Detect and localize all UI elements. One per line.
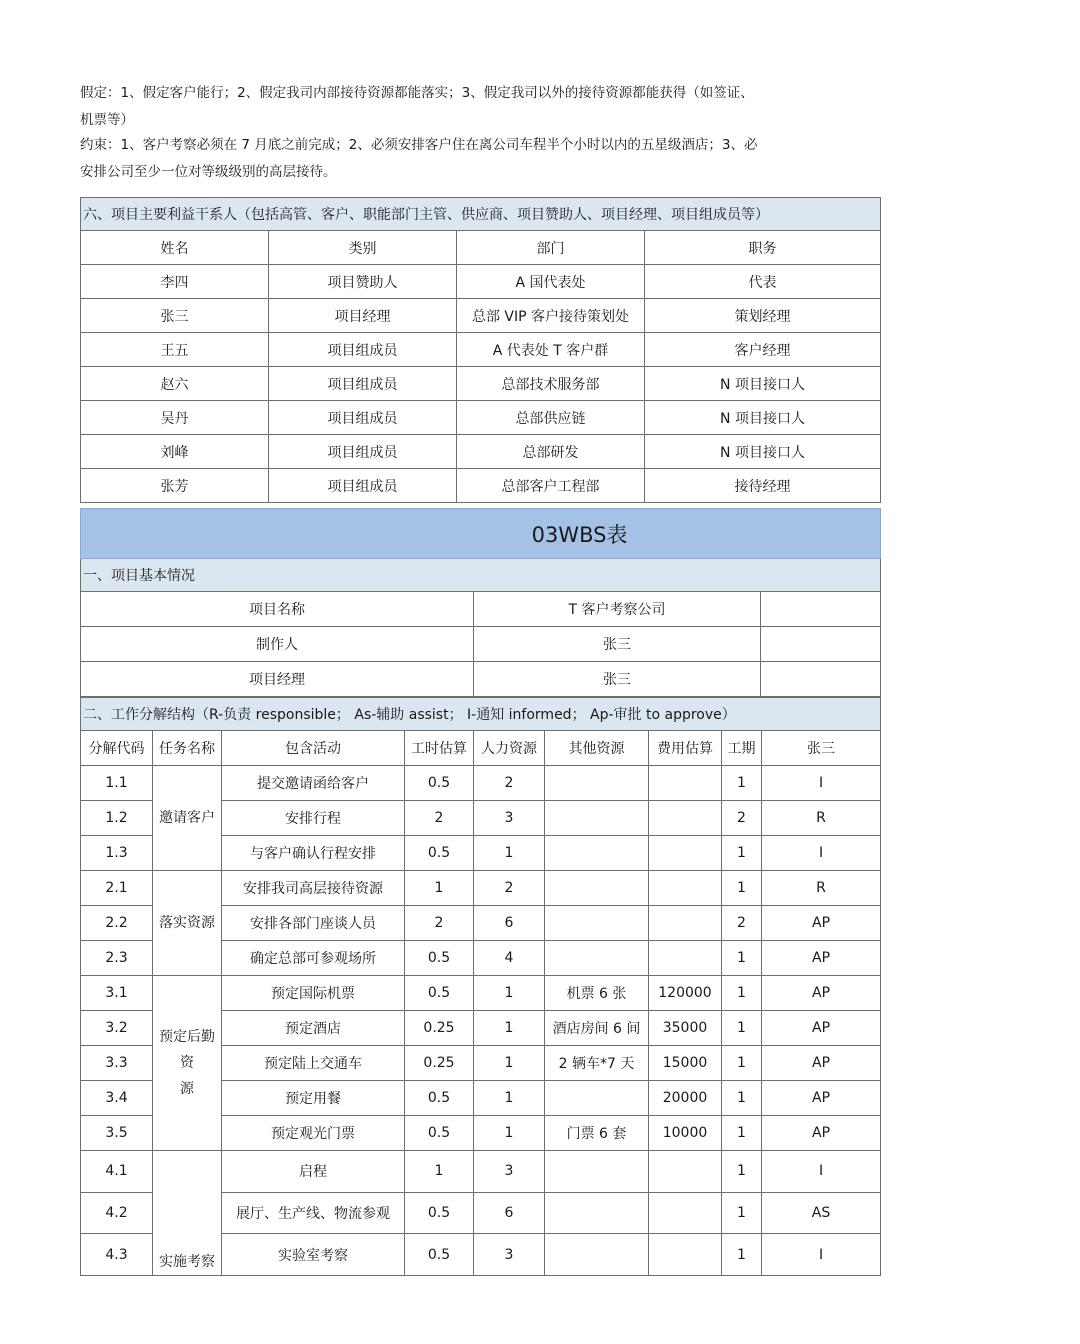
stakeholder-cell: 总部技术服务部: [457, 367, 645, 401]
document-page: [80, 80, 836, 1270]
stakeholder-cell: 总部 VIP 客户接待策划处: [457, 299, 645, 333]
wbs-cell: I: [762, 766, 881, 801]
stakeholder-cell: N 项目接口人: [645, 367, 881, 401]
wbs-cell: [649, 836, 722, 871]
wbs-cell: 2: [722, 906, 762, 941]
wbs-code-cell: 1.2: [81, 801, 153, 836]
wbs-cell: 展厅、生产线、物流参观: [222, 1192, 405, 1234]
wbs-cell: [545, 1081, 649, 1116]
stakeholder-cell: 张芳: [81, 469, 269, 503]
wbs-cell: [649, 871, 722, 906]
basic-info-value: 张三: [474, 627, 761, 662]
wbs-cell: [649, 941, 722, 976]
wbs-cell: AP: [762, 941, 881, 976]
wbs-task-name-line: 邀请客户: [159, 810, 215, 826]
wbs-cell: 安排我司高层接待资源: [222, 871, 405, 906]
stakeholder-section-row: [81, 198, 881, 231]
wbs-code-cell: 2.1: [81, 871, 153, 906]
wbs-cell: 1: [474, 1116, 545, 1151]
wbs-cell: 0.5: [405, 941, 474, 976]
wbs-cell: [649, 1192, 722, 1234]
wbs-cell: 0.5: [405, 1192, 474, 1234]
wbs-cell: 4: [474, 941, 545, 976]
stakeholder-row: [81, 333, 881, 367]
wbs-cell: 1: [722, 976, 762, 1011]
wbs-cell: 0.25: [405, 1011, 474, 1046]
stakeholder-cell: 赵六: [81, 367, 269, 401]
wbs-cell: 1: [474, 976, 545, 1011]
wbs-task-name-cell: [153, 871, 222, 976]
wbs-code-cell: 3.4: [81, 1081, 153, 1116]
stakeholder-header-row: [81, 231, 881, 265]
wbs-cell: 0.5: [405, 976, 474, 1011]
stakeholder-row: [81, 469, 881, 503]
wbs-cell: 预定酒店: [222, 1011, 405, 1046]
stakeholder-row: [81, 435, 881, 469]
stakeholder-header-cell: 部门: [457, 231, 645, 265]
wbs-cell: [545, 836, 649, 871]
stakeholder-cell: 项目赞助人: [269, 265, 457, 299]
wbs-task-name-line: 源: [180, 1081, 194, 1097]
stakeholder-header-cell: 职务: [645, 231, 881, 265]
wbs-cell: [649, 906, 722, 941]
wbs-code-cell: 4.3: [81, 1234, 153, 1276]
wbs-cell: 1: [405, 871, 474, 906]
basic-info-label: 项目名称: [81, 592, 474, 627]
wbs-cell: [649, 1234, 722, 1276]
wbs-row: [81, 976, 881, 1011]
wbs-cell: I: [762, 1151, 881, 1193]
wbs-cell: 0.5: [405, 836, 474, 871]
wbs-cell: AP: [762, 1081, 881, 1116]
basic-info-value: T 客户考察公司: [474, 592, 761, 627]
stakeholder-cell: 总部客户工程部: [457, 469, 645, 503]
basic-info-row: [81, 592, 881, 627]
wbs-cell: 6: [474, 1192, 545, 1234]
wbs-cell: 15000: [649, 1046, 722, 1081]
wbs-cell: [649, 801, 722, 836]
structure-section-title: 二、工作分解结构（R-负责 responsible； As-辅助 assist； I-通知 informed； Ap-审批 to approve）: [81, 698, 881, 731]
wbs-header-cell: 人力资源: [474, 731, 545, 766]
wbs-cell: 安排行程: [222, 801, 405, 836]
wbs-banner-row: [81, 509, 881, 559]
stakeholder-cell: 张三: [81, 299, 269, 333]
stakeholder-section-title: 六、项目主要利益干系人（包括高管、客户、职能部门主管、供应商、项目赞助人、项目经理、项目组成员等）: [81, 198, 881, 231]
wbs-code-cell: 3.1: [81, 976, 153, 1011]
stakeholder-cell: A 代表处 T 客户群: [457, 333, 645, 367]
wbs-cell: 预定用餐: [222, 1081, 405, 1116]
wbs-header-cell: 包含活动: [222, 731, 405, 766]
wbs-cell: 1: [722, 1234, 762, 1276]
stakeholder-cell: N 项目接口人: [645, 401, 881, 435]
basic-info-extra: [761, 592, 881, 627]
wbs-cell: 安排各部门座谈人员: [222, 906, 405, 941]
wbs-cell: 与客户确认行程安排: [222, 836, 405, 871]
wbs-cell: 确定总部可参观场所: [222, 941, 405, 976]
wbs-cell: 1: [722, 941, 762, 976]
wbs-task-name-line: 落实资源: [159, 915, 215, 931]
wbs-cell: [649, 766, 722, 801]
wbs-cell: 预定陆上交通车: [222, 1046, 405, 1081]
wbs-cell: 2: [474, 766, 545, 801]
wbs-row: [81, 766, 881, 801]
wbs-cell: 酒店房间 6 间: [545, 1011, 649, 1046]
basic-info-extra: [761, 662, 881, 697]
wbs-cell: 3: [474, 1151, 545, 1193]
wbs-task-name-line: 实施考察: [159, 1254, 215, 1270]
wbs-cell: [545, 766, 649, 801]
stakeholders-table: [80, 197, 881, 503]
wbs-cell: 预定国际机票: [222, 976, 405, 1011]
wbs-cell: 1: [722, 766, 762, 801]
wbs-cell: 实验室考察: [222, 1234, 405, 1276]
wbs-row: [81, 1151, 881, 1193]
wbs-cell: 6: [474, 906, 545, 941]
wbs-cell: AP: [762, 1011, 881, 1046]
stakeholder-row: [81, 299, 881, 333]
stakeholder-cell: 王五: [81, 333, 269, 367]
wbs-cell: 2: [474, 871, 545, 906]
stakeholder-cell: A 国代表处: [457, 265, 645, 299]
wbs-cell: 1: [722, 1011, 762, 1046]
wbs-cell: 预定观光门票: [222, 1116, 405, 1151]
basic-section-title: 一、项目基本情况: [81, 559, 881, 592]
wbs-header-cell: 工时估算: [405, 731, 474, 766]
assumptions-line-2: 机票等）: [80, 112, 134, 128]
wbs-cell: 35000: [649, 1011, 722, 1046]
basic-info-value: 张三: [474, 662, 761, 697]
wbs-cell: 1: [474, 1081, 545, 1116]
wbs-cell: AP: [762, 906, 881, 941]
wbs-task-name-cell: [153, 1151, 222, 1276]
wbs-cell: R: [762, 801, 881, 836]
wbs-cell: 1: [722, 1046, 762, 1081]
wbs-header-row: [81, 731, 881, 766]
wbs-code-cell: 3.5: [81, 1116, 153, 1151]
wbs-cell: R: [762, 871, 881, 906]
wbs-cell: [545, 871, 649, 906]
wbs-cell: AS: [762, 1192, 881, 1234]
wbs-cell: 1: [405, 1151, 474, 1193]
wbs-header-cell: 费用估算: [649, 731, 722, 766]
wbs-structure-table: [80, 697, 881, 1276]
wbs-cell: 1: [474, 836, 545, 871]
basic-info-label: 项目经理: [81, 662, 474, 697]
wbs-header-cell: 工期: [722, 731, 762, 766]
wbs-cell: I: [762, 1234, 881, 1276]
wbs-cell: 20000: [649, 1081, 722, 1116]
wbs-code-cell: 2.2: [81, 906, 153, 941]
stakeholder-cell: 接待经理: [645, 469, 881, 503]
wbs-cell: 1: [474, 1046, 545, 1081]
wbs-cell: 2: [405, 801, 474, 836]
structure-section-row: [81, 698, 881, 731]
basic-info-extra: [761, 627, 881, 662]
wbs-code-cell: 4.1: [81, 1151, 153, 1193]
wbs-cell: 1: [474, 1011, 545, 1046]
stakeholder-cell: 客户经理: [645, 333, 881, 367]
wbs-cell: 3: [474, 801, 545, 836]
wbs-header-cell: 分解代码: [81, 731, 153, 766]
wbs-cell: 2 辆车*7 天: [545, 1046, 649, 1081]
stakeholder-cell: 代表: [645, 265, 881, 299]
basic-info-row: [81, 627, 881, 662]
wbs-cell: [545, 1234, 649, 1276]
wbs-code-cell: 3.3: [81, 1046, 153, 1081]
wbs-cell: 1: [722, 1192, 762, 1234]
wbs-cell: 门票 6 套: [545, 1116, 649, 1151]
wbs-cell: 1: [722, 1151, 762, 1193]
wbs-cell: I: [762, 836, 881, 871]
wbs-code-cell: 3.2: [81, 1011, 153, 1046]
stakeholder-cell: 李四: [81, 265, 269, 299]
wbs-code-cell: 2.3: [81, 941, 153, 976]
wbs-cell: [649, 1151, 722, 1193]
stakeholder-header-cell: 类别: [269, 231, 457, 265]
stakeholder-cell: 项目组成员: [269, 435, 457, 469]
wbs-cell: [545, 1151, 649, 1193]
wbs-cell: [545, 801, 649, 836]
basic-info-label: 制作人: [81, 627, 474, 662]
constraints-line-1: 约束：1、客户考察必须在 7 月底之前完成；2、必须安排客户住在离公司车程半个小时以内的五星级酒店；3、必: [80, 137, 758, 153]
wbs-cell: 2: [405, 906, 474, 941]
wbs-code-cell: 4.2: [81, 1192, 153, 1234]
wbs-cell: 提交邀请函给客户: [222, 766, 405, 801]
wbs-cell: [545, 941, 649, 976]
wbs-banner-title: 03WBS表: [81, 509, 881, 559]
wbs-cell: 0.5: [405, 1234, 474, 1276]
wbs-task-name-line: 预定后勤: [159, 1029, 215, 1045]
wbs-header-cell: 任务名称: [153, 731, 222, 766]
wbs-cell: 2: [722, 801, 762, 836]
stakeholder-row: [81, 265, 881, 299]
wbs-task-name-cell: [153, 766, 222, 871]
wbs-cell: 0.5: [405, 1081, 474, 1116]
wbs-cell: 1: [722, 836, 762, 871]
basic-info-row: [81, 662, 881, 697]
wbs-cell: 10000: [649, 1116, 722, 1151]
wbs-cell: 3: [474, 1234, 545, 1276]
wbs-cell: AP: [762, 1116, 881, 1151]
wbs-cell: 1: [722, 1116, 762, 1151]
wbs-cell: AP: [762, 1046, 881, 1081]
assumptions-line-1: 假定：1、假定客户能行；2、假定我司内部接待资源都能落实；3、假定我司以外的接待资源都能获得（如签证、: [80, 85, 754, 101]
stakeholder-row: [81, 401, 881, 435]
wbs-cell: [545, 1192, 649, 1234]
wbs-cell: 0.25: [405, 1046, 474, 1081]
stakeholder-row: [81, 367, 881, 401]
wbs-cell: 0.5: [405, 766, 474, 801]
stakeholder-cell: 刘峰: [81, 435, 269, 469]
wbs-code-cell: 1.1: [81, 766, 153, 801]
stakeholder-cell: 项目组成员: [269, 401, 457, 435]
wbs-cell: 0.5: [405, 1116, 474, 1151]
stakeholder-cell: 项目组成员: [269, 469, 457, 503]
wbs-cell: 1: [722, 1081, 762, 1116]
stakeholder-cell: 策划经理: [645, 299, 881, 333]
wbs-header-cell: 张三: [762, 731, 881, 766]
stakeholder-cell: 项目组成员: [269, 333, 457, 367]
wbs-cell: 启程: [222, 1151, 405, 1193]
wbs-cell: 机票 6 张: [545, 976, 649, 1011]
wbs-code-cell: 1.3: [81, 836, 153, 871]
wbs-task-name-cell: [153, 976, 222, 1151]
wbs-cell: AP: [762, 976, 881, 1011]
wbs-header-cell: 其他资源: [545, 731, 649, 766]
wbs-cell: [545, 906, 649, 941]
stakeholder-header-cell: 姓名: [81, 231, 269, 265]
constraints-line-2: 安排公司至少一位对等级级别的高层接待。: [80, 164, 337, 180]
stakeholder-cell: 总部供应链: [457, 401, 645, 435]
stakeholder-cell: 项目经理: [269, 299, 457, 333]
wbs-header-table: [80, 508, 881, 697]
stakeholder-cell: 总部研发: [457, 435, 645, 469]
stakeholder-cell: 吴丹: [81, 401, 269, 435]
wbs-row: [81, 871, 881, 906]
wbs-cell: 120000: [649, 976, 722, 1011]
wbs-task-name-line: 资: [180, 1055, 194, 1071]
stakeholder-cell: 项目组成员: [269, 367, 457, 401]
basic-section-row: [81, 559, 881, 592]
wbs-cell: 1: [722, 871, 762, 906]
stakeholder-cell: N 项目接口人: [645, 435, 881, 469]
